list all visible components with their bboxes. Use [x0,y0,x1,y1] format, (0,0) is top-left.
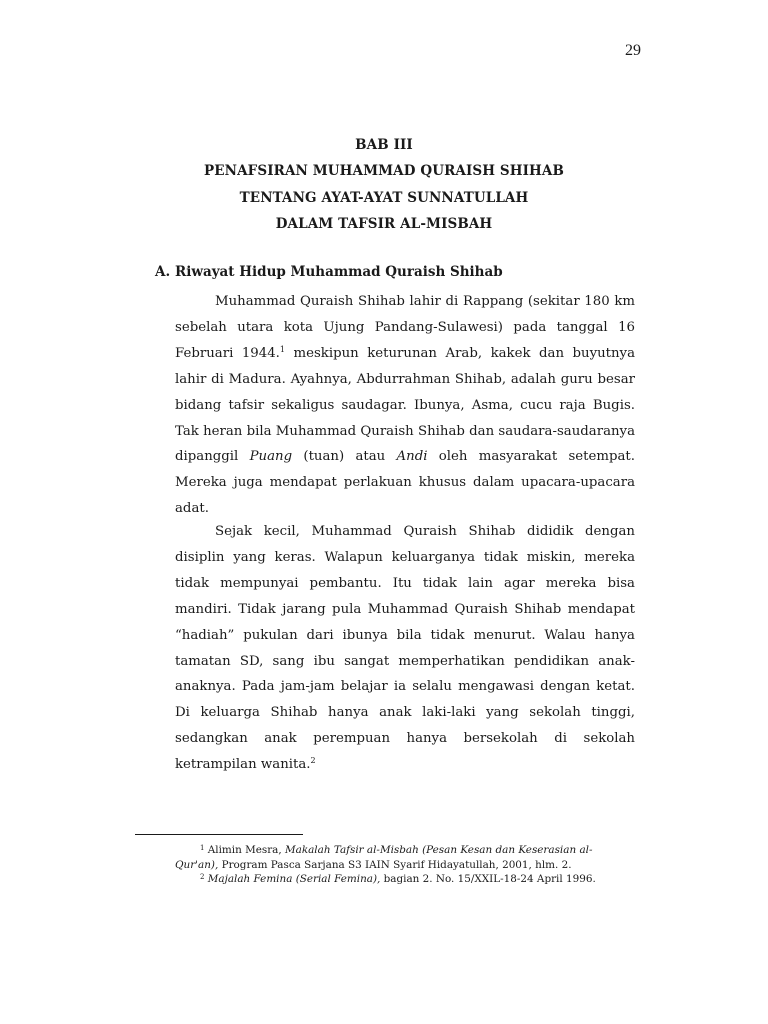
section-heading [155,264,503,280]
chapter-title-line-2: TENTANG AYAT-AYAT SUNNATULLAH [239,190,529,206]
footnote-ref-1: 1 [279,344,285,354]
chapter-title-line-1: PENAFSIRAN MUHAMMAD QURAISH SHIHAB [204,163,564,179]
chapter-number: BAB III [355,137,413,153]
section-letter: A. [155,264,171,280]
paragraph-2-text: Sejak kecil, Muhammad Quraish Shihab dididik dengan disiplin yang keras. Walapun keluarganya tidak miskin, mereka tidak mempunyai pembantu. Itu tidak lain agar mereka bisa mandiri. Tidak jarang pula Muhammad Quraish Shihab mendapat “hadiah” pukulan dari ibunya bila tidak menurut. Walau hanya tamatan SD, sang ibu sangat memperhatikan pendidikan anak-anaknya. Pada jam-jam belajar ia selalu mengawasi dengan ketat. Di keluarga Shihab hanya anak laki-laki yang sekolah tinggi, sedangkan anak perempuan hanya bersekolah di sekolah ketrampilan wanita. [175,524,635,773]
footnote-ref-2: 2 [310,756,316,766]
footnote-2-source: bagian 2. No. 15/XXIL-18-24 April 1996. [380,873,596,885]
paragraph-2 [175,519,635,778]
paragraph-1-text-d: oleh masyarakat setempat. Mereka juga mendapat perlakuan khusus dalam upacara-upacara adat. [175,449,635,517]
paragraph-1-text-c: (tuan) atau [292,449,397,465]
footnote-separator [135,834,303,835]
footnote-1-author: Alimin Mesra, [204,844,285,856]
footnote-1-title: Makalah Tafsir al-Misbah (Pesan Kesan dan Keserasian al-Qur'an), [175,844,593,871]
footnote-2 [175,872,635,887]
page-number: 29 [625,42,641,59]
footnote-2-number: 2 [200,873,205,881]
footnote-1-number: 1 [200,844,205,852]
section-title: Riwayat Hidup Muhammad Quraish Shihab [175,264,503,280]
paragraph-1 [175,289,635,522]
italic-term-andi: Andi [396,449,428,465]
paragraph-1-text-b: meskipun keturunan Arab, kakek dan buyutnya lahir di Madura. Ayahnya, Abdurrahman Shihab, adalah guru besar bidang tafsir sekaligus saudagar. Ibunya, Asma, cucu raja Bugis. Tak heran bila Muhammad Quraish Shihab dan saudara-saudaranya dipanggil [175,345,635,465]
italic-term-puang: Puang [249,449,293,465]
chapter-title-line-3: DALAM TAFSIR AL-MISBAH [275,216,493,232]
footnote-2-title: Majalah Femina (Serial Femina), [207,873,381,885]
paragraph-1-text-a: Muhammad Quraish Shihab lahir di Rappang (sekitar 180 km sebelah utara kota Ujung Pandang-Sulawesi) pada tanggal 16 Februari 1944. [175,294,635,361]
footnote-1 [175,843,635,872]
footnote-1-source: Program Pasca Sarjana S3 IAIN Syarif Hidayatullah, 2001, hlm. 2. [218,858,572,871]
